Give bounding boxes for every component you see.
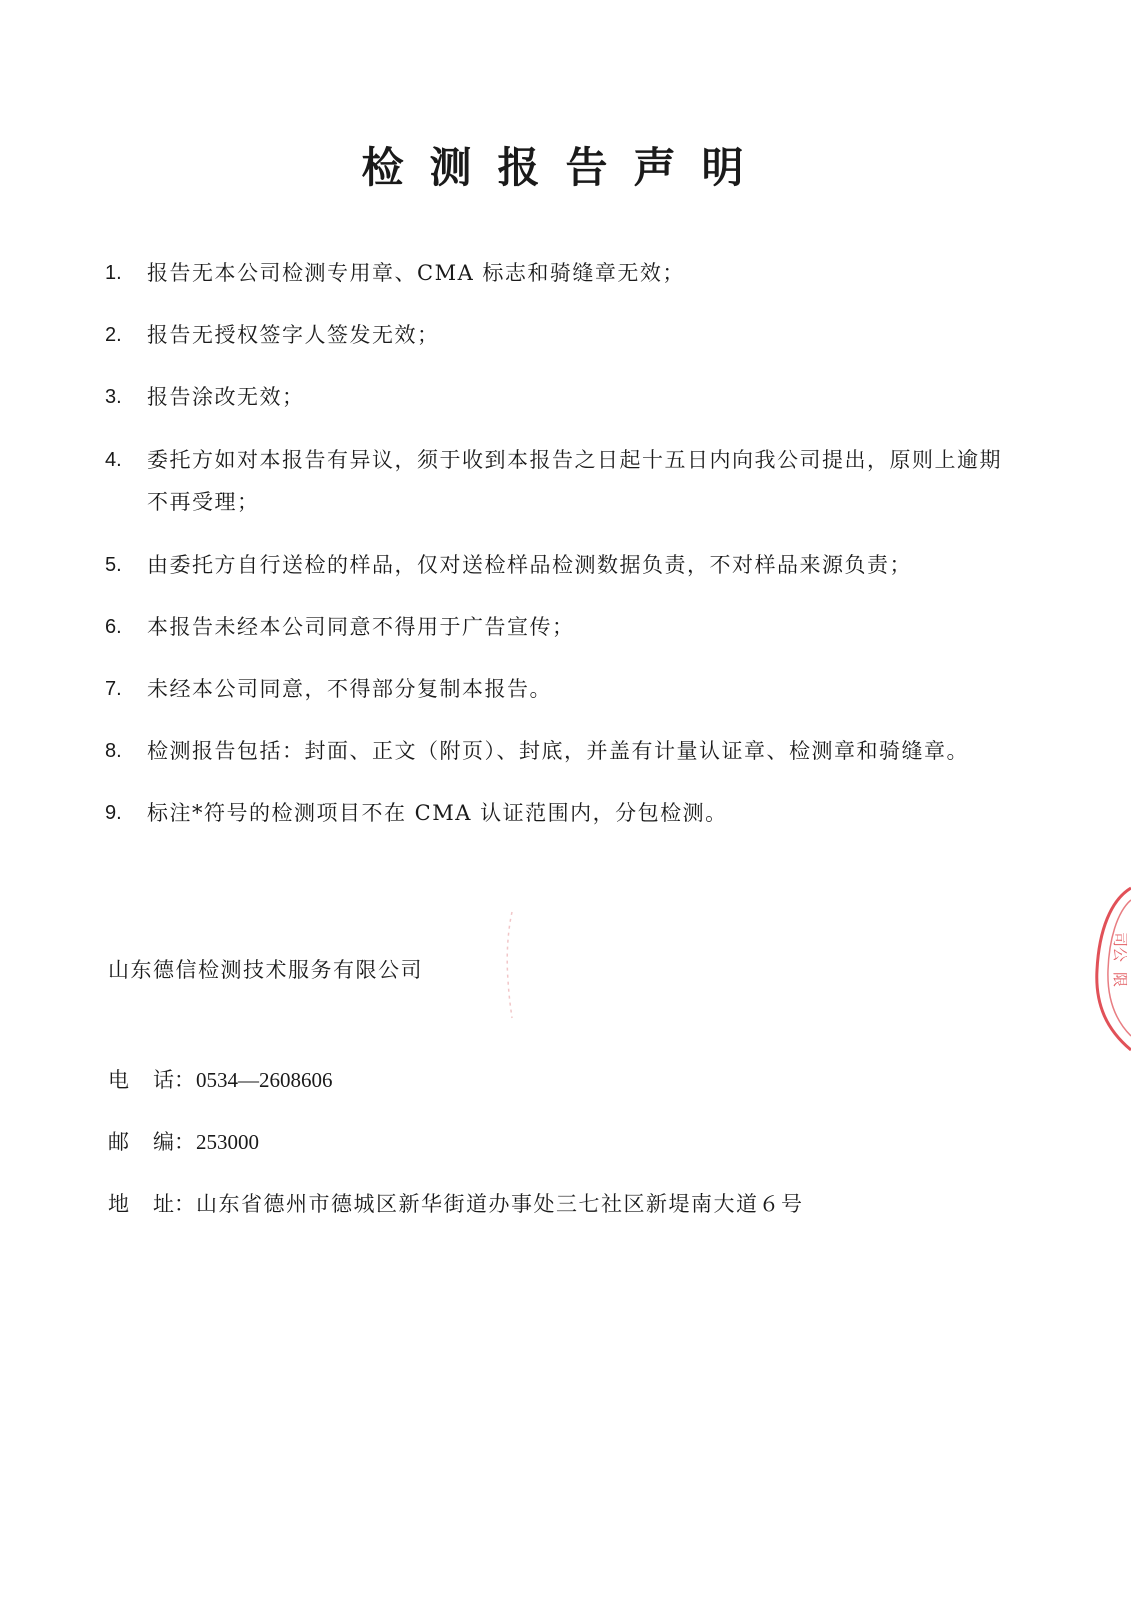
postcode-line	[108, 1122, 259, 1162]
svg-text:限: 限	[1111, 972, 1129, 988]
clause-text: 本报告未经本公司同意不得用于广告宣传；	[147, 615, 575, 639]
clause-text: 报告无本公司检测专用章、CMA 标志和骑缝章无效；	[147, 261, 685, 285]
phone-value: 0534—2608606	[196, 1068, 333, 1092]
address-line	[108, 1184, 804, 1224]
clause-text-continued: 不再受理；	[147, 490, 260, 514]
clause-number: 2.	[105, 324, 122, 346]
phone-line	[108, 1060, 333, 1100]
faint-stamp-mark	[500, 910, 520, 1020]
phone-label-a: 电	[108, 1068, 129, 1092]
page-title: 检测报告声明	[361, 143, 770, 192]
svg-text:司公: 司公	[1111, 932, 1129, 963]
address-label-a: 地	[108, 1192, 129, 1216]
clause-number: 1.	[105, 262, 122, 284]
postcode-label	[108, 1122, 196, 1162]
postcode-label-a: 邮	[108, 1130, 129, 1154]
clause-number: 7.	[105, 678, 122, 700]
clause-number: 3.	[105, 386, 122, 408]
phone-label	[108, 1060, 196, 1100]
company-name: 山东德信检测技术服务有限公司	[108, 958, 423, 982]
postcode-value: 253000	[196, 1130, 259, 1154]
clause-number: 9.	[105, 802, 122, 824]
address-value: 山东省德州市德城区新华街道办事处三七社区新堤南大道６号	[196, 1192, 804, 1216]
clause-text: 由委托方自行送检的样品，仅对送检样品检测数据负责，不对样品来源负责；	[147, 553, 912, 577]
address-label-b: 址：	[153, 1192, 195, 1216]
clause-text: 检测报告包括：封面、正文（附页）、封底，并盖有计量认证章、检测章和骑缝章。	[147, 739, 969, 763]
clause-text: 委托方如对本报告有异议，须于收到本报告之日起十五日内向我公司提出，原则上逾期	[147, 448, 1002, 472]
phone-label-b: 话：	[153, 1068, 195, 1092]
clause-text: 未经本公司同意，不得部分复制本报告。	[147, 677, 552, 701]
postcode-label-b: 编：	[153, 1130, 195, 1154]
clause-text: 报告涂改无效；	[147, 385, 305, 409]
clause-number: 4.	[105, 449, 122, 471]
clause-number: 6.	[105, 616, 122, 638]
clause-text: 标注*符号的检测项目不在 CMA 认证范围内，分包检测。	[147, 801, 728, 825]
clause-number: 5.	[105, 554, 122, 576]
clause-text: 报告无授权签字人签发无效；	[147, 323, 440, 347]
address-label	[108, 1184, 196, 1224]
clause-number: 8.	[105, 740, 122, 762]
seam-seal-stamp	[1071, 880, 1131, 1060]
